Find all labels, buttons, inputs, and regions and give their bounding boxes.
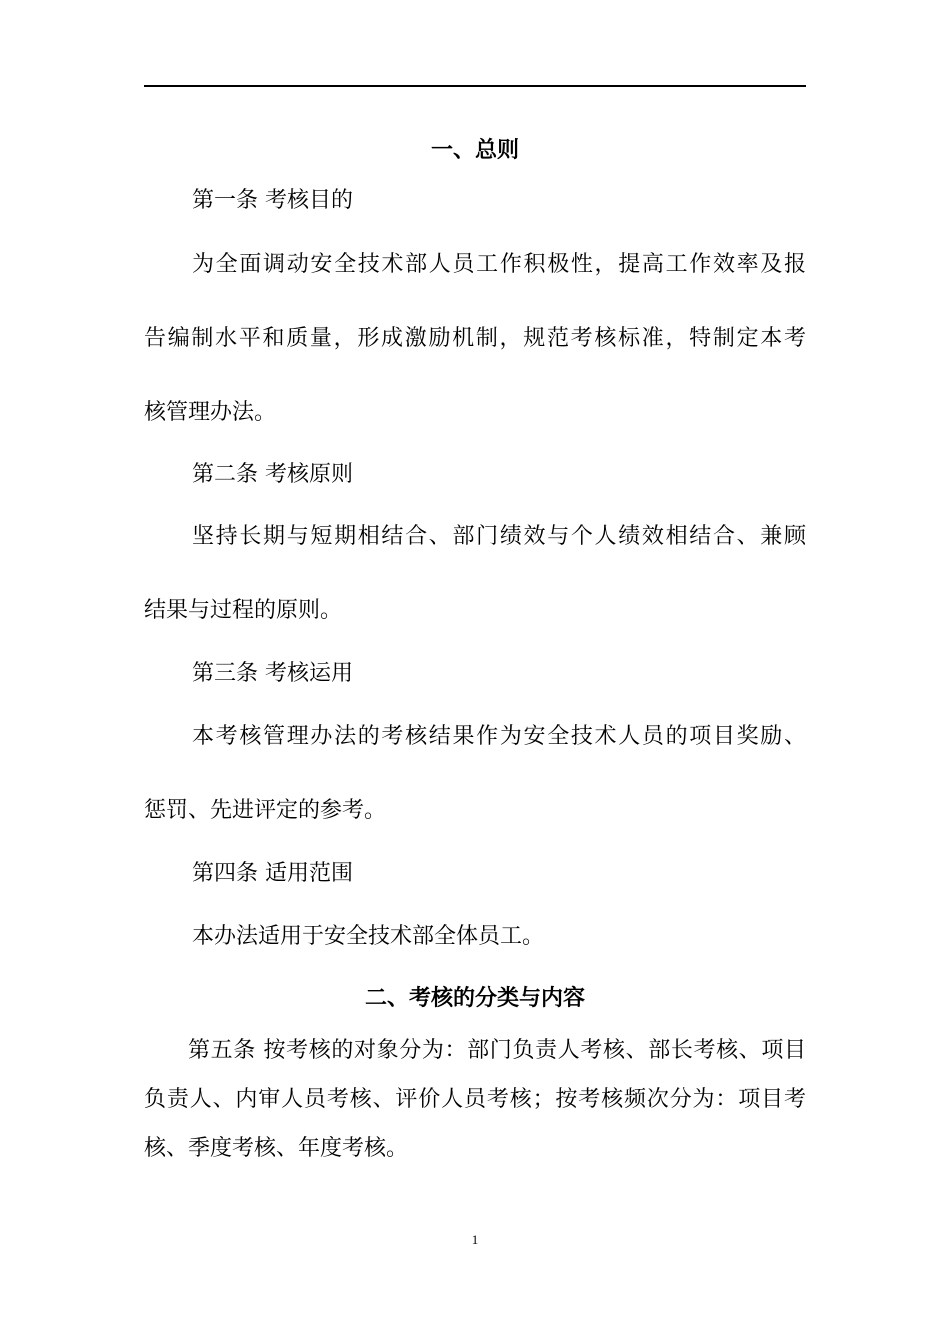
article-4-body-line-1: 本办法适用于安全技术部全体员工。: [192, 924, 545, 949]
article-2-title: 第二条 考核原则: [192, 462, 353, 487]
page-number: 1: [471, 1232, 479, 1247]
article-5-body-line-1: 第五条 按考核的对象分为：部门负责人考核、部长考核、项目: [188, 1038, 806, 1063]
article-3-body-line-1: 本考核管理办法的考核结果作为安全技术人员的项目奖励、: [192, 724, 806, 749]
article-2-body-line-2: 结果与过程的原则。: [144, 598, 343, 623]
article-2-body-line-1: 坚持长期与短期相结合、部门绩效与个人绩效相结合、兼顾: [192, 524, 806, 549]
article-4-title: 第四条 适用范围: [192, 861, 353, 886]
header-rule: [144, 85, 806, 87]
article-3-body-line-2: 惩罚、先进评定的参考。: [144, 798, 387, 823]
article-1-body-line-3: 核管理办法。: [144, 400, 277, 425]
article-5-body-line-2: 负责人、内审人员考核、评价人员考核；按考核频次分为：项目考: [144, 1087, 806, 1112]
article-3-title: 第三条 考核运用: [192, 661, 353, 686]
section-heading-general: 一、总则: [430, 138, 519, 163]
article-1-body-line-2: 告编制水平和质量，形成激励机制，规范考核标准，特制定本考: [144, 326, 806, 351]
article-1-title: 第一条 考核目的: [192, 188, 353, 213]
article-1-body-line-1: 为全面调动安全技术部人员工作积极性，提高工作效率及报: [192, 252, 806, 277]
article-5-body-line-3: 核、季度考核、年度考核。: [144, 1136, 409, 1161]
section-heading-classification: 二、考核的分类与内容: [364, 986, 585, 1011]
